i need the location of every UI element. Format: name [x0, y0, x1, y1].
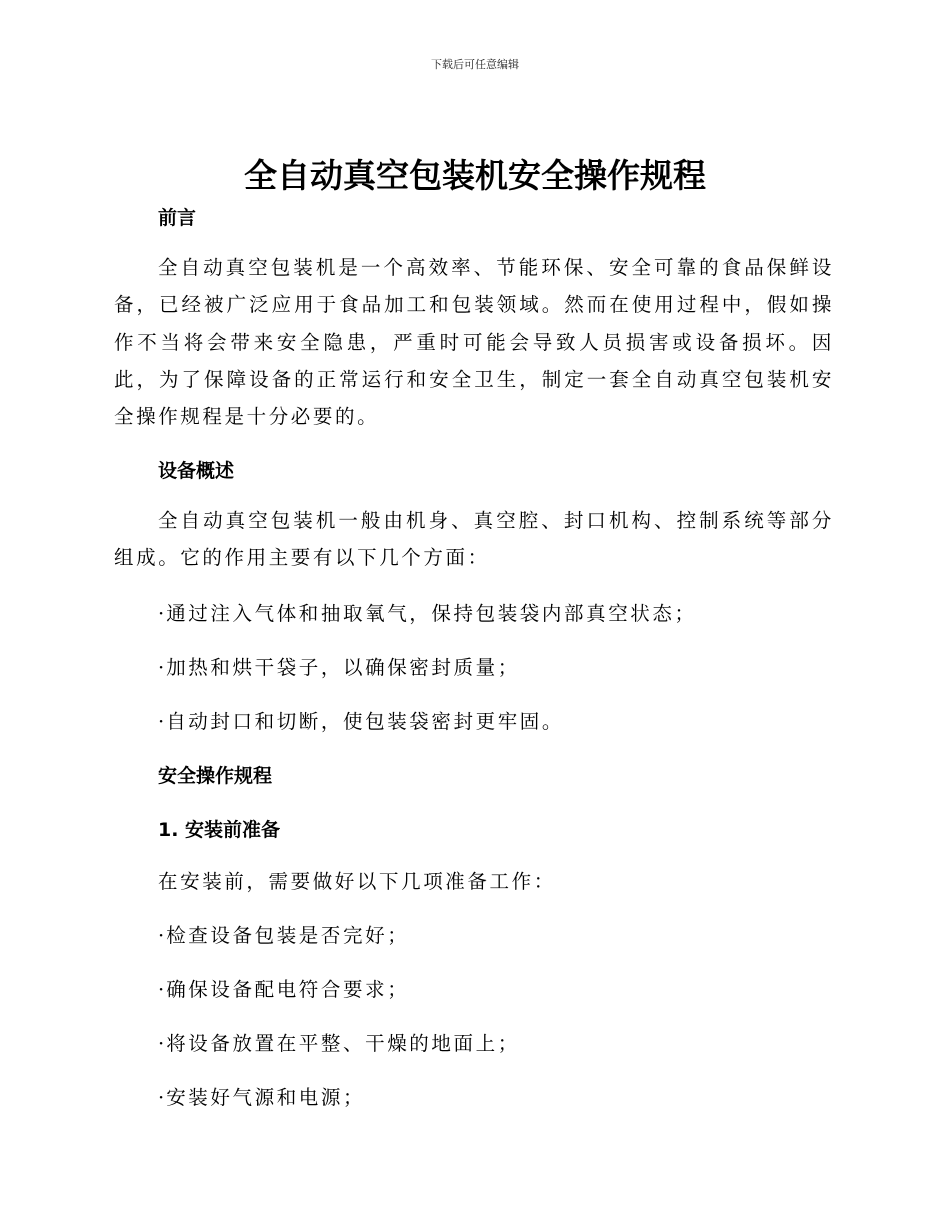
overview-paragraph: 全自动真空包装机一般由机身、真空腔、封口机构、控制系统等部分组成。它的作用主要有以下几个方面：: [114, 509, 834, 570]
bullet-icon: ·: [158, 1086, 165, 1109]
bullet-icon: ·: [158, 978, 165, 1001]
list-item: [158, 974, 409, 1002]
bullet-icon: ·: [158, 924, 165, 947]
list-item-text: 将设备放置在平整、干燥的地面上；: [166, 1032, 520, 1055]
list-item-text: 安装好气源和电源；: [166, 1086, 366, 1109]
list-item: [158, 920, 409, 948]
list-item-text: 检查设备包装是否完好；: [166, 924, 410, 947]
bullet-icon: ·: [158, 1032, 165, 1055]
list-item: [158, 598, 697, 626]
section-heading-rules: 安全操作规程: [158, 765, 273, 787]
list-item-text: 通过注入气体和抽取氧气，保持包装袋内部真空状态；: [166, 602, 697, 625]
list-item: [158, 652, 520, 680]
section-heading-overview: 设备概述: [158, 460, 235, 482]
document-title: 全自动真空包装机安全操作规程: [244, 156, 706, 195]
list-item: [158, 1028, 520, 1056]
list-item: [158, 706, 564, 734]
subsection-heading-preparation: 1. 安装前准备: [158, 819, 281, 841]
list-item-text: 自动封口和切断，使包装袋密封更牢固。: [166, 710, 565, 733]
bullet-icon: ·: [158, 656, 165, 679]
list-item-text: 确保设备配电符合要求；: [166, 978, 410, 1001]
preparation-intro: 在安装前，需要做好以下几项准备工作：: [158, 870, 556, 893]
header-note: 下载后可任意编辑: [431, 58, 519, 71]
preface-paragraph: 全自动真空包装机是一个高效率、节能环保、安全可靠的食品保鲜设备，已经被广泛应用于食品加工和包装领域。然而在使用过程中，假如操作不当将会带来安全隐患，严重时可能会导致人员损害或设备损坏。因此，为了保障设备的正常运行和安全卫生，制定一套全自动真空包装机安全操作规程是十分必要的。: [114, 256, 834, 429]
list-item: [158, 1082, 365, 1110]
bullet-icon: ·: [158, 602, 165, 625]
section-heading-preface: 前言: [158, 207, 197, 229]
list-item-text: 加热和烘干袋子，以确保密封质量；: [166, 656, 520, 679]
bullet-icon: ·: [158, 710, 165, 733]
